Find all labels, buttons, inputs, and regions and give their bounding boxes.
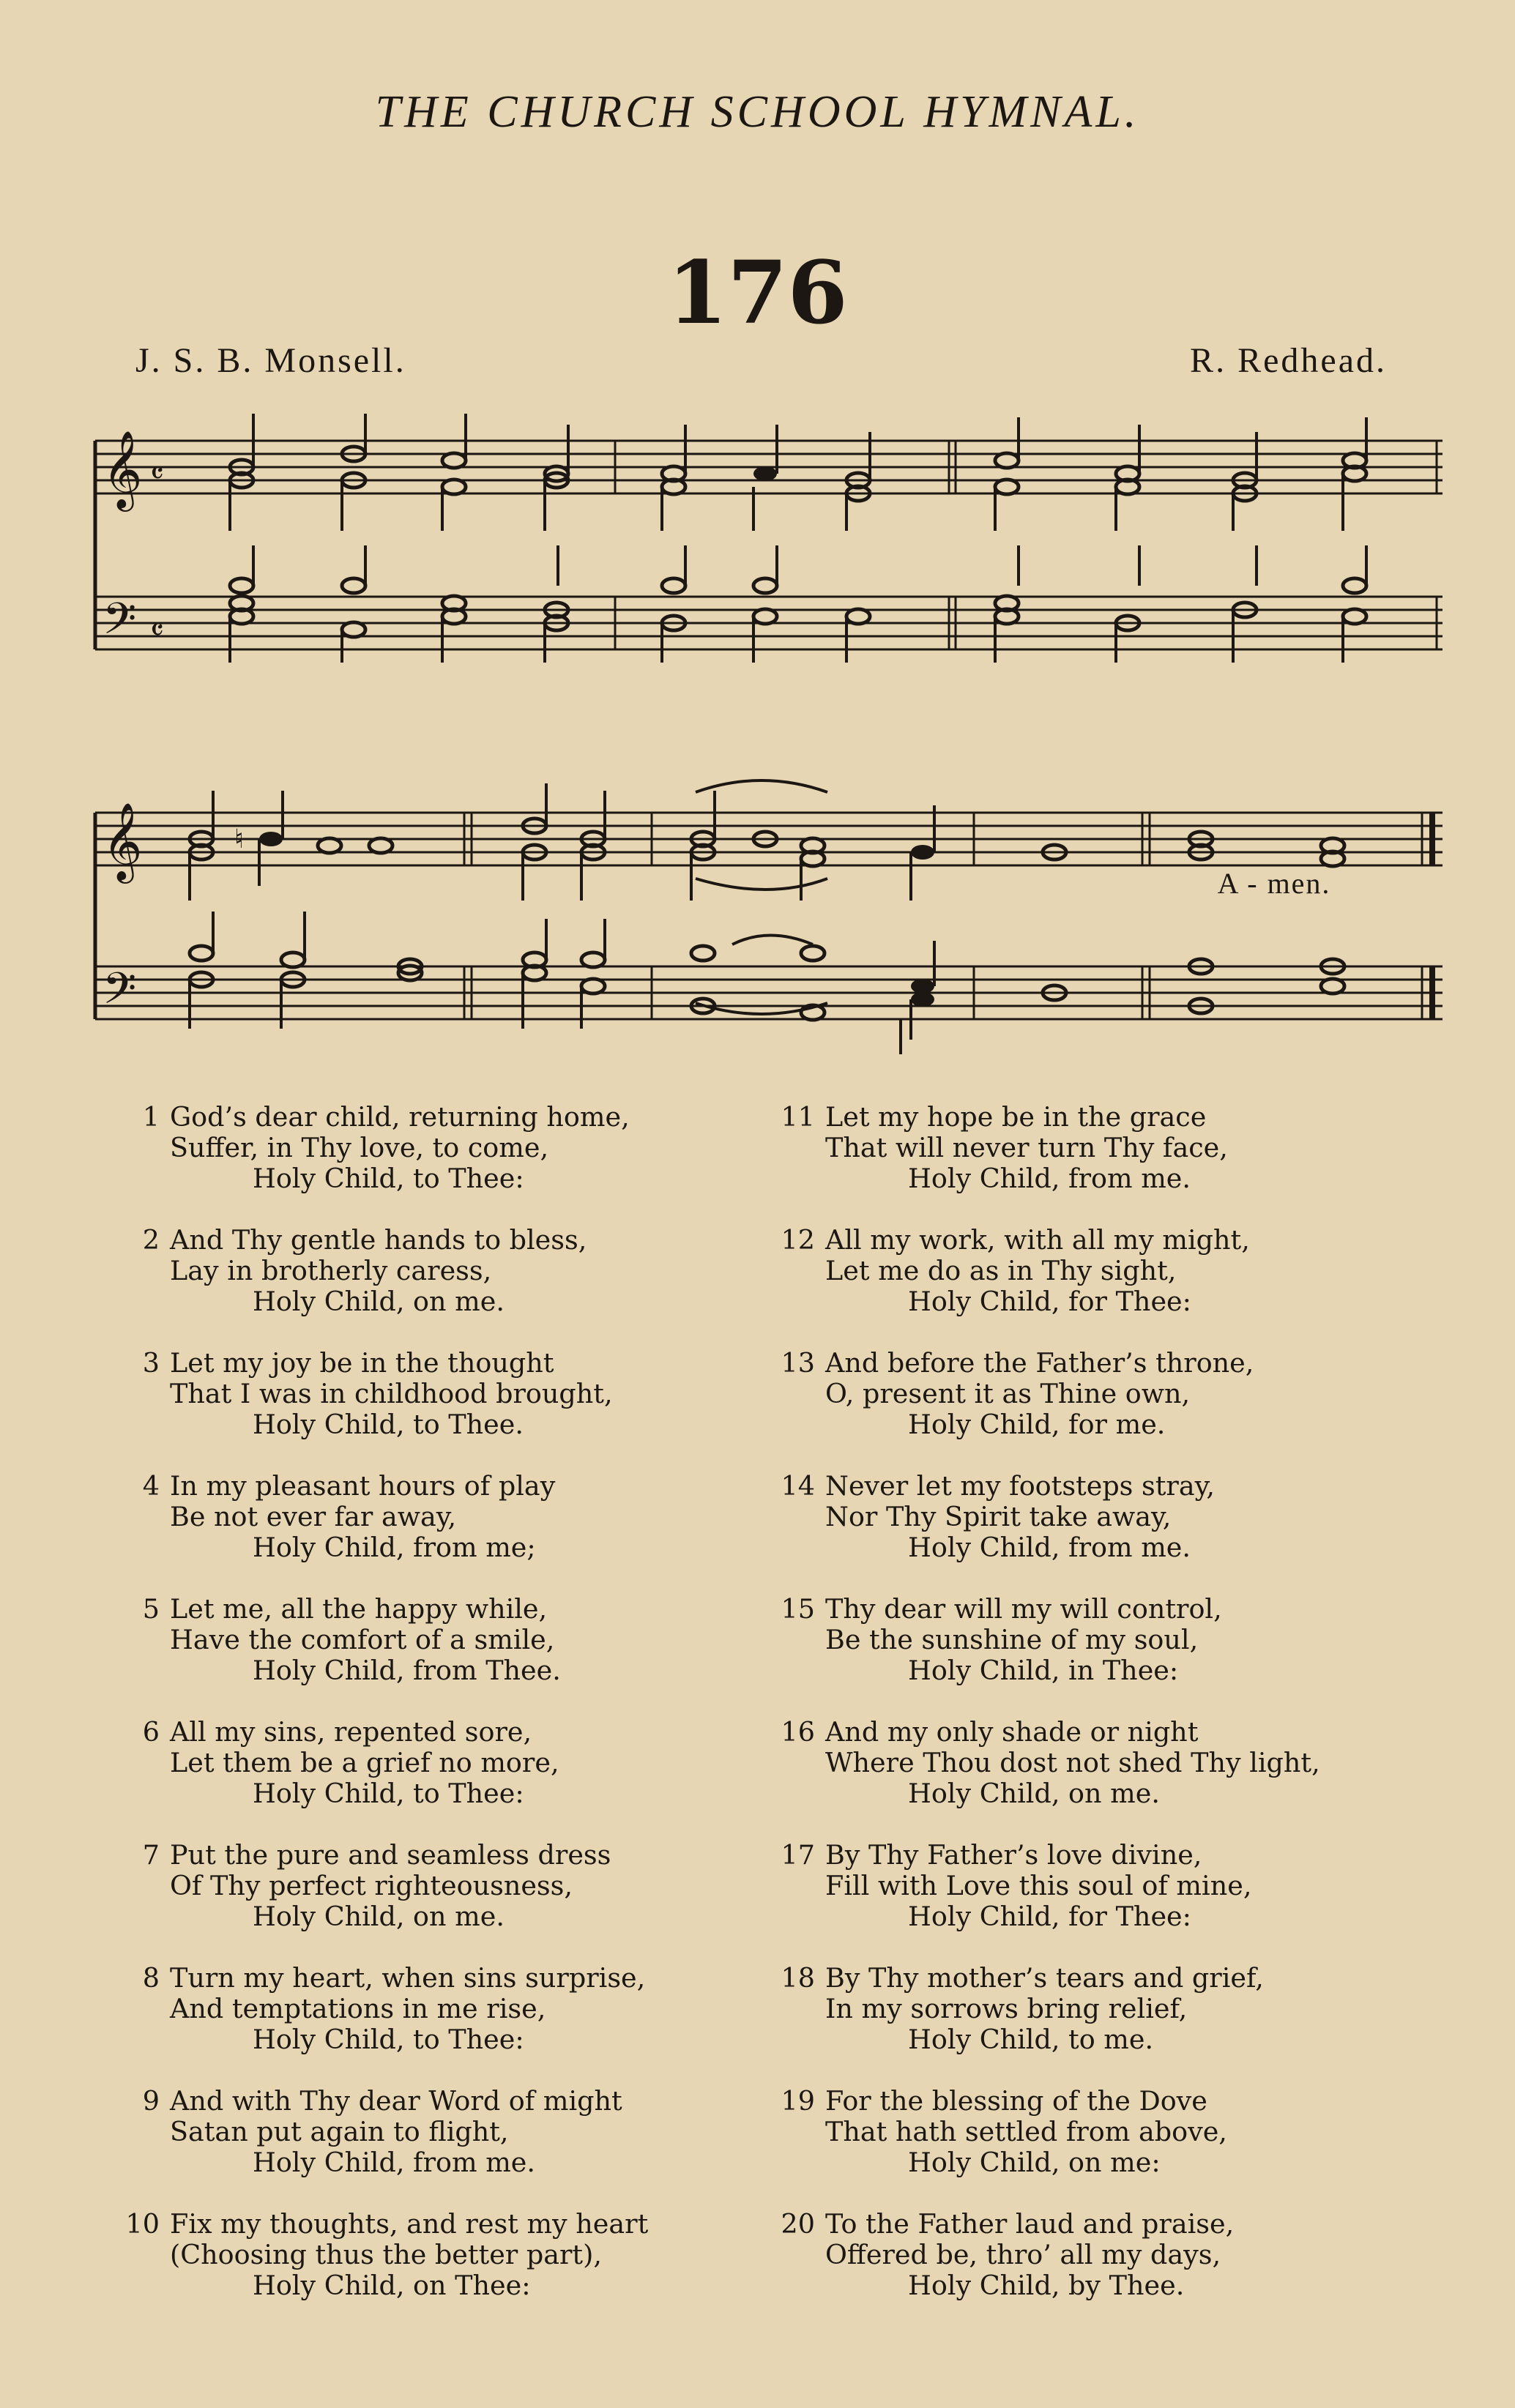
- verse-number: 2: [142, 1224, 160, 1256]
- verse-line: Holy Child, by Thee.: [908, 2270, 1185, 2301]
- verse-line: Holy Child, on me.: [253, 1901, 505, 1932]
- verse-line: To the Father laud and praise,: [825, 2208, 1235, 2240]
- verse-number: 19: [781, 2085, 815, 2117]
- verse-number: 4: [142, 1470, 160, 1502]
- verse-line: Holy Child, from me;: [253, 1532, 536, 1563]
- verse-line: By Thy Father’s love divine,: [825, 1839, 1202, 1871]
- verse-number: 16: [781, 1716, 815, 1748]
- verse-17: [773, 1840, 1453, 1932]
- amen-lyric: A - men.: [1217, 867, 1331, 900]
- verse-6: [117, 1717, 762, 1809]
- verse-number: 3: [142, 1347, 160, 1379]
- verse-number: 10: [125, 2208, 160, 2240]
- svg-text:𝄞: 𝄞: [103, 802, 143, 880]
- verse-4: [117, 1471, 762, 1563]
- verses-right-column: [773, 1102, 1453, 2332]
- verse-number: 8: [142, 1962, 160, 1994]
- verse-line: Have the comfort of a smile,: [170, 1624, 555, 1655]
- verse-line: Holy Child, on Thee:: [253, 2270, 531, 2301]
- verse-line: Never let my footsteps stray,: [825, 1470, 1215, 1502]
- verse-line: Holy Child, to Thee:: [253, 1163, 524, 1194]
- verse-number: 13: [781, 1347, 815, 1379]
- verse-20: [773, 2209, 1453, 2301]
- verse-line: Holy Child, for Thee:: [908, 1901, 1191, 1932]
- svg-text:♮: ♮: [234, 824, 244, 854]
- verse-number: 15: [781, 1593, 815, 1625]
- music-system-2: [88, 761, 1443, 1054]
- verse-line: Holy Child, from me.: [908, 1532, 1191, 1563]
- verse-line: Let me do as in Thy sight,: [825, 1255, 1177, 1286]
- verse-11: [773, 1102, 1453, 1194]
- verse-line: Lay in brotherly caress,: [170, 1255, 492, 1286]
- verse-line: Holy Child, from me.: [253, 2147, 536, 2178]
- verse-16: [773, 1717, 1453, 1809]
- verse-number: 7: [142, 1839, 160, 1871]
- verse-18: [773, 1963, 1453, 2055]
- verse-line: Let me, all the happy while,: [170, 1593, 548, 1625]
- verse-line: And with Thy dear Word of might: [170, 2085, 622, 2117]
- verse-line: Fix my thoughts, and rest my heart: [170, 2208, 649, 2240]
- verse-line: All my work, with all my might,: [825, 1224, 1250, 1256]
- verse-19: [773, 2086, 1453, 2178]
- verse-line: Holy Child, to me.: [908, 2024, 1154, 2055]
- verse-line: Holy Child, for Thee:: [908, 1286, 1191, 1317]
- verse-2: [117, 1225, 762, 1317]
- page-header: THE CHURCH SCHOOL HYMNAL.: [375, 87, 1140, 137]
- verse-1: [117, 1102, 762, 1194]
- verse-7: [117, 1840, 762, 1932]
- verse-13: [773, 1348, 1453, 1440]
- verse-line: (Choosing thus the better part),: [170, 2239, 602, 2270]
- verse-line: Let my joy be in the thought: [170, 1347, 554, 1379]
- author-credit: J. S. B. Monsell.: [135, 341, 406, 380]
- verse-9: [117, 2086, 762, 2178]
- svg-text:𝄴: 𝄴: [150, 612, 164, 648]
- verse-line: Let my hope be in the grace: [825, 1101, 1207, 1133]
- verse-line: Be not ever far away,: [170, 1501, 457, 1532]
- verse-line: And before the Father’s throne,: [825, 1347, 1254, 1379]
- verse-line: Holy Child, to Thee:: [253, 2024, 524, 2055]
- verse-number: 14: [781, 1470, 815, 1502]
- verse-line: O, present it as Thine own,: [825, 1378, 1191, 1409]
- verse-line: Satan put again to flight,: [170, 2116, 509, 2147]
- verse-line: And my only shade or night: [825, 1716, 1199, 1748]
- svg-text:𝄴: 𝄴: [150, 455, 164, 491]
- verse-line: Holy Child, to Thee.: [253, 1409, 524, 1440]
- composer-credit: R. Redhead.: [1190, 341, 1387, 380]
- verse-line: All my sins, repented sore,: [170, 1716, 532, 1748]
- verses-left-column: [117, 1102, 762, 2332]
- verse-14: [773, 1471, 1453, 1563]
- verse-line: Thy dear will my will control,: [825, 1593, 1222, 1625]
- verse-3: [117, 1348, 762, 1440]
- verse-line: Be the sunshine of my soul,: [825, 1624, 1199, 1655]
- verse-line: Holy Child, on me.: [908, 1778, 1160, 1809]
- verse-10: [117, 2209, 762, 2301]
- verse-number: 17: [781, 1839, 815, 1871]
- verse-8: [117, 1963, 762, 2055]
- verse-number: 1: [142, 1101, 160, 1133]
- verse-line: Fill with Love this soul of mine,: [825, 1870, 1252, 1901]
- verse-line: Holy Child, in Thee:: [908, 1655, 1179, 1686]
- music-system-1: [88, 410, 1443, 688]
- verse-12: [773, 1225, 1453, 1317]
- verse-line: Where Thou dost not shed Thy light,: [825, 1747, 1320, 1778]
- verse-line: Turn my heart, when sins surprise,: [170, 1962, 646, 1994]
- verse-line: That will never turn Thy face,: [825, 1132, 1228, 1163]
- verse-line: Offered be, thro’ all my days,: [825, 2239, 1221, 2270]
- verse-line: Nor Thy Spirit take away,: [825, 1501, 1172, 1532]
- verse-line: Let them be a grief no more,: [170, 1747, 559, 1778]
- verse-line: Suffer, in Thy love, to come,: [170, 1132, 549, 1163]
- verse-line: That I was in childhood brought,: [170, 1378, 613, 1409]
- verse-line: Holy Child, on me.: [253, 1286, 505, 1317]
- verse-number: 18: [781, 1962, 815, 1994]
- verse-line: Holy Child, for me.: [908, 1409, 1166, 1440]
- verse-15: [773, 1594, 1453, 1686]
- verse-number: 9: [142, 2085, 160, 2117]
- verse-line: For the blessing of the Dove: [825, 2085, 1207, 2117]
- svg-text:𝄢: 𝄢: [103, 963, 137, 1024]
- verse-line: Put the pure and seamless dress: [170, 1839, 611, 1871]
- verse-line: Holy Child, to Thee:: [253, 1778, 524, 1809]
- svg-text:𝄢: 𝄢: [103, 593, 137, 655]
- verse-line: Of Thy perfect righteousness,: [170, 1870, 573, 1901]
- verse-line: God’s dear child, returning home,: [170, 1101, 630, 1133]
- verse-line: That hath settled from above,: [825, 2116, 1227, 2147]
- verse-number: 12: [781, 1224, 815, 1256]
- verse-number: 5: [142, 1593, 160, 1625]
- verse-line: Holy Child, from me.: [908, 1163, 1191, 1194]
- verse-number: 11: [781, 1101, 815, 1133]
- verse-number: 20: [781, 2208, 815, 2240]
- verse-line: And temptations in me rise,: [170, 1993, 546, 2024]
- verse-line: By Thy mother’s tears and grief,: [825, 1962, 1264, 1994]
- verse-line: In my sorrows bring relief,: [825, 1993, 1188, 2024]
- verse-line: In my pleasant hours of play: [170, 1470, 556, 1502]
- verse-line: And Thy gentle hands to bless,: [170, 1224, 587, 1256]
- svg-text:𝄞: 𝄞: [103, 430, 143, 508]
- verse-5: [117, 1594, 762, 1686]
- verse-line: Holy Child, on me:: [908, 2147, 1161, 2178]
- hymn-number: 176: [667, 242, 848, 343]
- verse-number: 6: [142, 1716, 160, 1748]
- verse-line: Holy Child, from Thee.: [253, 1655, 561, 1686]
